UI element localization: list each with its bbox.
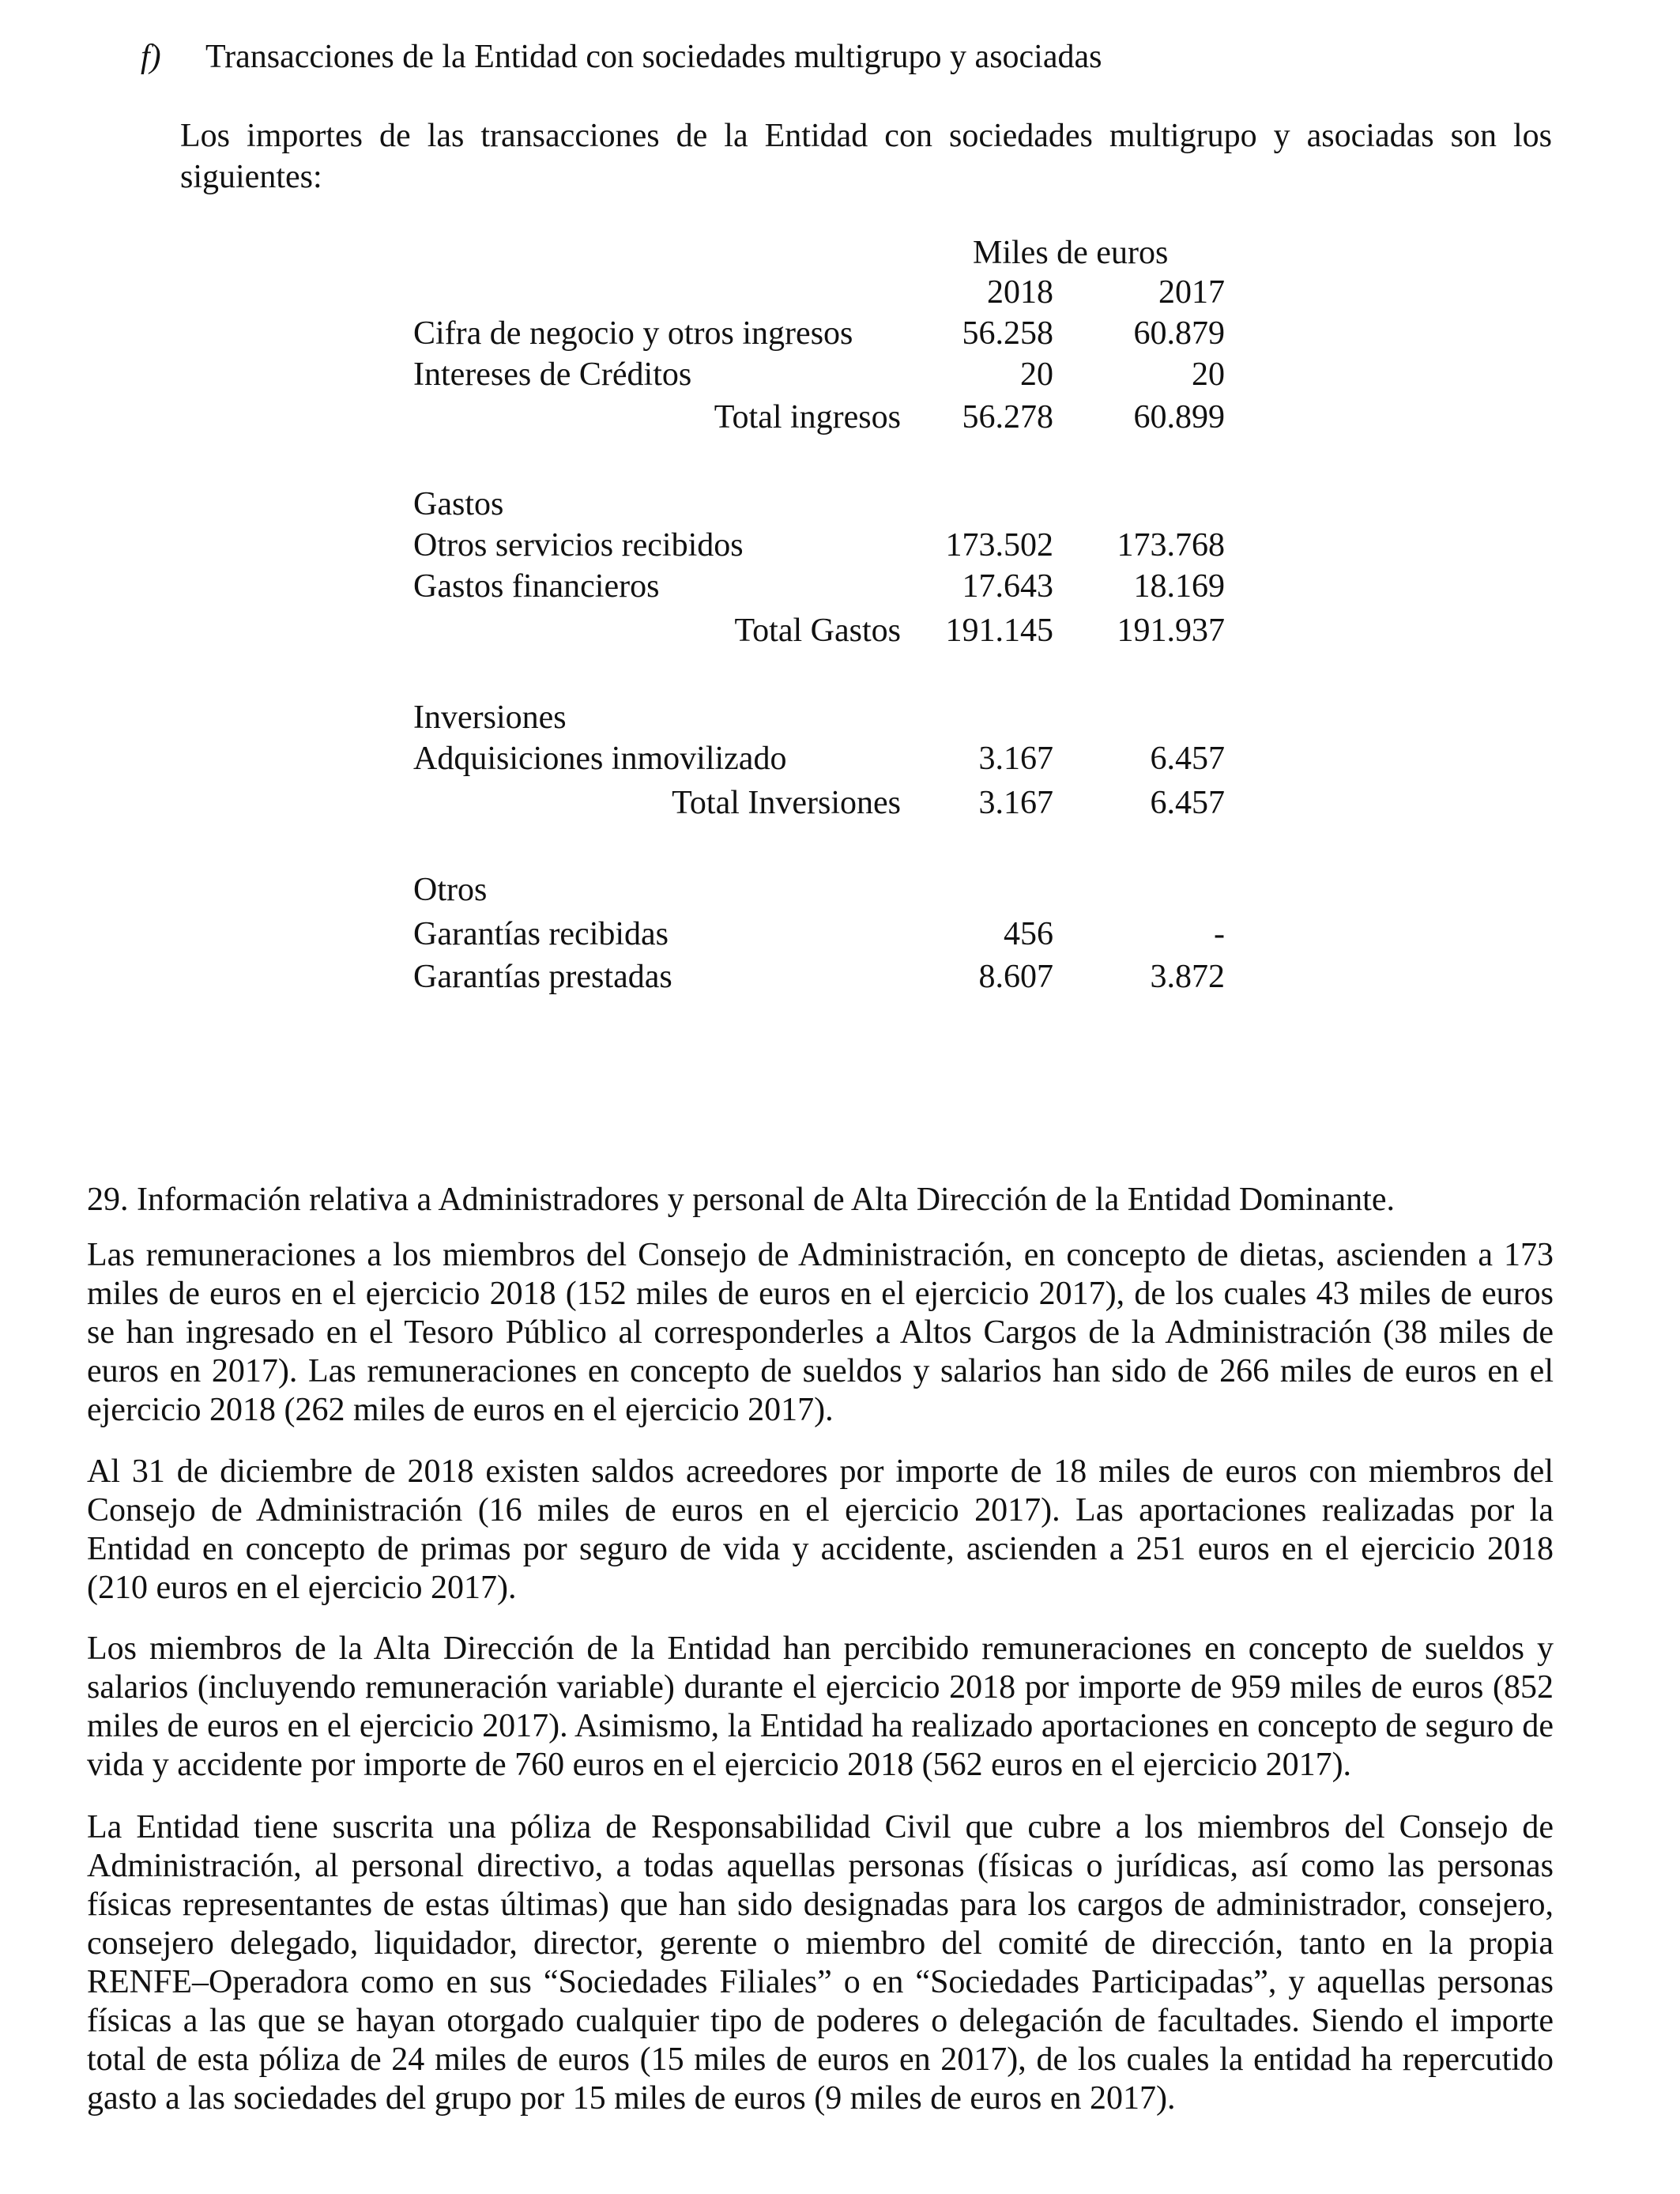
row-value-2018: 173.502 [945,527,1053,564]
total-value-2017: 6.457 [1150,785,1225,821]
row-value-2018: 456 [1004,916,1053,952]
total-label: Total ingresos [714,399,901,435]
intro-paragraph: Los importes de las transacciones de la Entidad con sociedades multigrupo y asociadas son los siguientes: [180,118,1552,195]
section-title: Transacciones de la Entidad con sociedades multigrupo y asociadas [205,39,1102,75]
row-value-2017: 6.457 [1150,741,1225,777]
group-heading: Gastos [413,486,504,522]
row-value-2017: 173.768 [1117,527,1225,564]
row-label: Garantías prestadas [413,959,672,995]
row-value-2017: 3.872 [1150,959,1225,995]
row-label: Adquisiciones inmovilizado [413,741,787,777]
total-value-2018: 191.145 [945,613,1053,649]
row-label: Cifra de negocio y otros ingresos [413,315,853,352]
unit-header: Miles de euros [973,235,1169,271]
row-value-2017: 60.879 [1133,315,1225,352]
row-value-2018: 20 [1020,356,1053,393]
group-heading: Inversiones [413,699,567,736]
row-value-2018: 3.167 [978,741,1053,777]
row-label: Gastos financieros [413,568,660,605]
row-label: Intereses de Créditos [413,356,692,393]
total-value-2018: 56.278 [962,399,1053,435]
total-value-2018: 3.167 [978,785,1053,821]
section-29-title: 29. Información relativa a Administradores y personal de Alta Dirección de la Entidad Dominante. [87,1182,1395,1218]
row-value-2017: 18.169 [1133,568,1225,605]
row-label: Otros servicios recibidos [413,527,744,564]
column-header-2017: 2017 [1158,274,1225,311]
row-value-2017: 20 [1192,356,1225,393]
total-label: Total Gastos [734,613,901,649]
body-paragraph: Al 31 de diciembre de 2018 existen saldos acreedores por importe de 18 miles de euros con miembros del Consejo de Administración (16 miles de euros en el ejercicio 2017). Las aportaciones realizadas por la Entidad en concepto de primas por seguro de vida y accidente, ascienden a 251 euros en el ejercicio 2018 (210 euros en el ejercicio 2017). [87,1453,1554,1606]
row-value-2018: 17.643 [962,568,1053,605]
group-heading: Otros [413,872,488,908]
total-value-2017: 191.937 [1117,613,1225,649]
body-paragraph: Las remuneraciones a los miembros del Consejo de Administración, en concepto de dietas, ascienden a 173 miles de euros en el ejercicio 2018 (152 miles de euros en el ejercicio 2017), de los cuales 43 miles de euros se han ingresado en el Tesoro Público al corresponderles a Altos Cargos de la Administración (38 miles de euros en 2017). Las remuneraciones en concepto de sueldos y salarios han sido de 266 miles de euros en el ejercicio 2018 (262 miles de euros en el ejercicio 2017). [87,1237,1554,1428]
row-label: Garantías recibidas [413,916,669,952]
body-paragraph: La Entidad tiene suscrita una póliza de Responsabilidad Civil que cubre a los miembros del Consejo de Administración, al personal directivo, a todas aquellas personas (físicas o jurídicas, así como las personas físicas representantes de estas últimas) que han sido designadas para los cargos de administrador, consejero, consejero delegado, liquidador, director, gerente o miembro del comité de dirección, tanto en la propia RENFE–Operadora como en sus “Sociedades Filiales” o en “Sociedades Participadas”, y aquellas personas físicas a las que se hayan otorgado cualquier tipo de poderes o delegación de facultades. Siendo el importe total de esta póliza de 24 miles de euros (15 miles de euros en 2017), de los cuales la entidad ha repercutido gasto a las sociedades del grupo por 15 miles de euros (9 miles de euros en 2017). [87,1809,1554,2117]
row-value-2018: 56.258 [962,315,1053,352]
total-value-2017: 60.899 [1133,399,1225,435]
row-value-2018: 8.607 [978,959,1053,995]
section-letter: f) [141,39,161,75]
column-header-2018: 2018 [987,274,1053,311]
body-paragraph: Los miembros de la Alta Dirección de la Entidad han percibido remuneraciones en concepto de sueldos y salarios (incluyendo remuneración variable) durante el ejercicio 2018 por importe de 959 miles de euros (852 miles de euros en el ejercicio 2017). Asimismo, la Entidad ha realizado aportaciones en concepto de seguro de vida y accidente por importe de 760 euros en el ejercicio 2018 (562 euros en el ejercicio 2017). [87,1630,1554,1783]
row-value-2017: - [1214,916,1225,952]
total-label: Total Inversiones [672,785,901,821]
